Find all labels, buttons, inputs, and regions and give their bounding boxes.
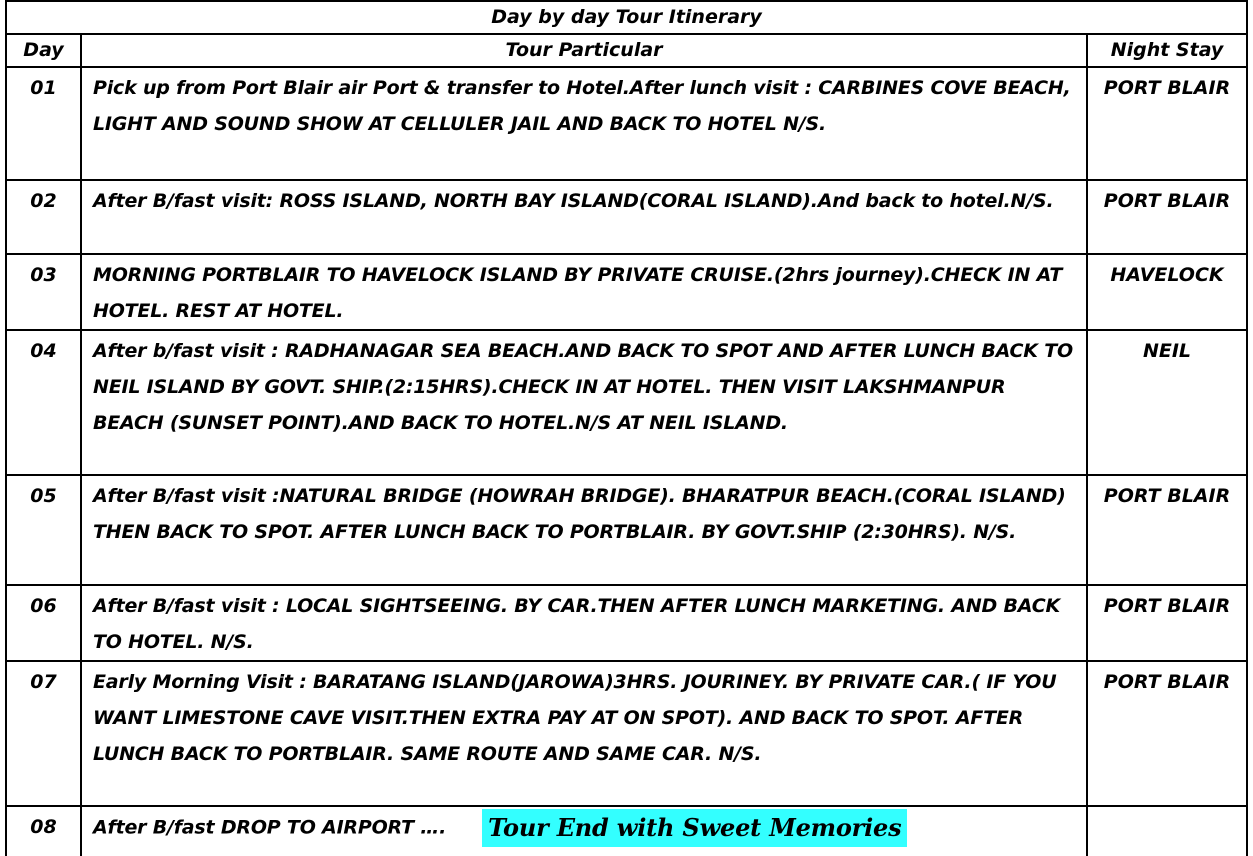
particular-cell	[81, 806, 1087, 856]
particular-text: After B/fast DROP TO AIRPORT ….	[93, 816, 447, 839]
closing-banner: Tour End with Sweet Memories	[482, 809, 907, 847]
particular-cell: MORNING PORTBLAIR TO HAVELOCK ISLAND BY PRIVATE CRUISE.(2hrs journey).CHECK IN AT HOTEL. REST AT HOTEL.	[81, 254, 1087, 330]
particular-cell: After B/fast visit : LOCAL SIGHTSEEING. BY CAR.THEN AFTER LUNCH MARKETING. AND BACK TO HOTEL. N/S.	[81, 585, 1087, 661]
particular-cell: After B/fast visit :NATURAL BRIDGE (HOWRAH BRIDGE). BHARATPUR BEACH.(CORAL ISLAND) THEN BACK TO SPOT. AFTER LUNCH BACK TO PORTBLAIR. BY GOVT.SHIP (2:30HRS). N/S.	[81, 475, 1087, 585]
particular-cell: Pick up from Port Blair air Port & transfer to Hotel.After lunch visit : CARBINES COVE BEACH, LIGHT AND SOUND SHOW AT CELLULER JAIL AND BACK TO HOTEL N/S.	[81, 67, 1087, 180]
header-stay: Night Stay	[1087, 34, 1247, 67]
stay-cell: PORT BLAIR	[1087, 180, 1247, 254]
day-cell: 04	[6, 330, 81, 475]
stay-cell: HAVELOCK	[1087, 254, 1247, 330]
header-particular: Tour Particular	[81, 34, 1087, 67]
particular-cell: After b/fast visit : RADHANAGAR SEA BEACH.AND BACK TO SPOT AND AFTER LUNCH BACK TO NEIL ISLAND BY GOVT. SHIP.(2:15HRS).CHECK IN AT HOTEL. THEN VISIT LAKSHMANPUR BEACH (SUNSET POINT).AND BACK TO HOTEL.N/S AT NEIL ISLAND.	[81, 330, 1087, 475]
stay-cell: PORT BLAIR	[1087, 585, 1247, 661]
day-cell: 02	[6, 180, 81, 254]
particular-cell: After B/fast visit: ROSS ISLAND, NORTH BAY ISLAND(CORAL ISLAND).And back to hotel.N/S.	[81, 180, 1087, 254]
day-cell: 06	[6, 585, 81, 661]
stay-cell: PORT BLAIR	[1087, 661, 1247, 806]
table-row	[6, 180, 1247, 254]
table-title: Day by day Tour Itinerary	[6, 1, 1247, 34]
day-cell: 05	[6, 475, 81, 585]
stay-cell	[1087, 806, 1247, 856]
day-cell: 08	[6, 806, 81, 856]
header-day: Day	[6, 34, 81, 67]
table-row	[6, 585, 1247, 661]
table-row	[6, 806, 1247, 856]
stay-cell: PORT BLAIR	[1087, 67, 1247, 180]
table-row	[6, 330, 1247, 475]
table-row	[6, 67, 1247, 180]
stay-cell: PORT BLAIR	[1087, 475, 1247, 585]
day-cell: 07	[6, 661, 81, 806]
particular-cell: Early Morning Visit : BARATANG ISLAND(JAROWA)3HRS. JOURINEY. BY PRIVATE CAR.( IF YOU WANT LIMESTONE CAVE VISIT.THEN EXTRA PAY AT ON SPOT). AND BACK TO SPOT. AFTER LUNCH BACK TO PORTBLAIR. SAME ROUTE AND SAME CAR. N/S.	[81, 661, 1087, 806]
table-row	[6, 661, 1247, 806]
day-cell: 03	[6, 254, 81, 330]
table-row	[6, 254, 1247, 330]
day-cell: 01	[6, 67, 81, 180]
header-row	[6, 34, 1247, 67]
itinerary-table	[5, 0, 1248, 856]
stay-cell: NEIL	[1087, 330, 1247, 475]
title-row	[6, 1, 1247, 34]
table-row	[6, 475, 1247, 585]
